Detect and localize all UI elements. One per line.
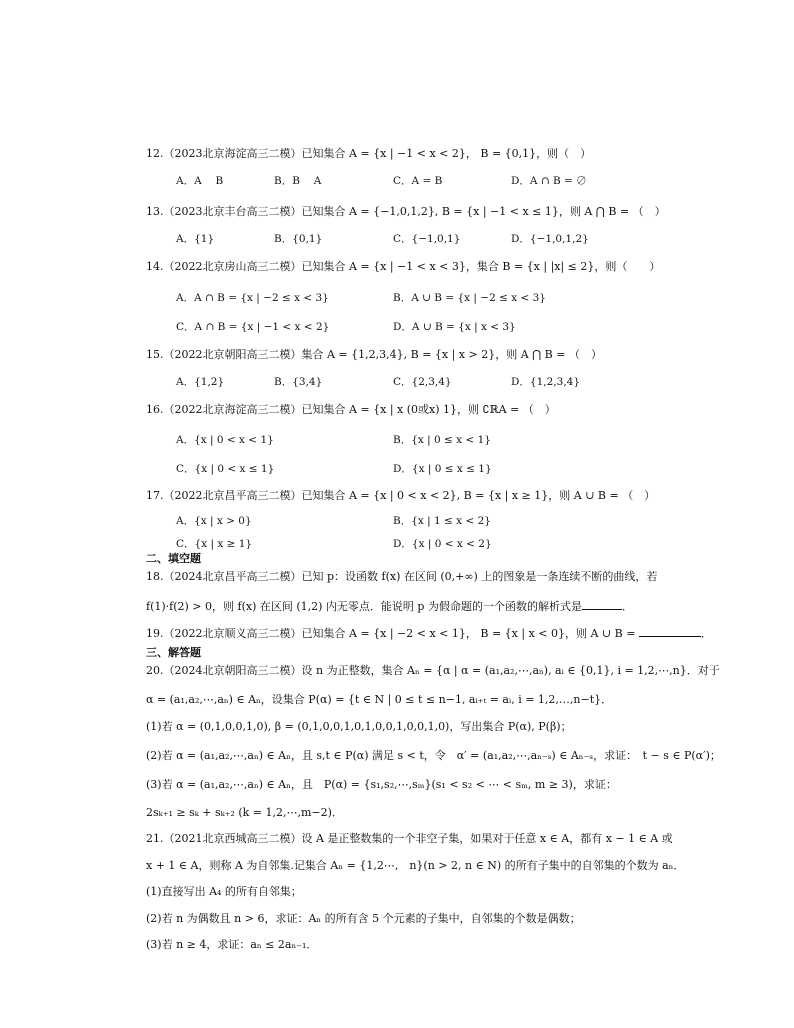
question-17-stem: 17.（2022北京昌平高三二模）已知集合 A = {x | 0 < x < 2}, B = {x | x ≥ 1}，则 A ∪ B = （ ） <box>146 489 656 502</box>
q13-option-b: B．{0,1} <box>274 233 323 245</box>
question-13-stem: 13.（2023北京丰台高三二模）已知集合 A = {−1,0,1,2}, B = {x | −1 < x ≤ 1}，则 A ⋂ B = （ ） <box>146 205 666 218</box>
q17-option-b: B．{x | 1 ≤ x < 2} <box>393 515 491 527</box>
q12-option-c: C．A = B <box>393 175 443 187</box>
q14-option-a: A．A ∩ B = {x | −2 ≤ x < 3} <box>176 292 329 304</box>
q15-option-d: D．{1,2,3,4} <box>511 376 581 388</box>
question-21-line-1: 21.（2021北京西城高三二模）设 A 是正整数集的一个非空子集，如果对于任意 x ∈ A，都有 x − 1 ∈ A 或 <box>146 832 673 845</box>
question-15-stem: 15.（2022北京朝阳高三二模）集合 A = {1,2,3,4}, B = {x | x > 2}，则 A ⋂ B = （ ） <box>146 348 602 361</box>
q17-option-d: D．{x | 0 < x < 2} <box>393 538 492 550</box>
q16-option-d: D．{x | 0 ≤ x ≤ 1} <box>393 463 492 475</box>
question-18-text: f(1)·f(2) > 0，则 f(x) 在区间 (1,2) 内无零点．能说明 p 为假命题的一个函数的解析式是 <box>146 600 582 613</box>
question-18-line-1: 18.（2024北京昌平高三二模）已知 p：设函数 f(x) 在区间 (0,+∞) 上的图象是一条连续不断的曲线，若 <box>146 570 658 583</box>
q12-option-d: D．A ∩ B = ∅ <box>511 175 587 187</box>
q16-option-b: B．{x | 0 ≤ x < 1} <box>393 434 491 446</box>
q16-option-a: A．{x | 0 < x < 1} <box>176 434 274 446</box>
q15-option-c: C．{2,3,4} <box>393 376 452 388</box>
question-18-line-2 <box>146 599 633 615</box>
question-20-part-1: (1)若 α = (0,1,0,0,1,0), β = (0,1,0,0,1,0,1,0,0,1,0,0,1,0)，写出集合 P(α), P(β)； <box>146 720 572 733</box>
q13-option-c: C．{−1,0,1} <box>393 233 461 245</box>
q15-option-b: B．{3,4} <box>274 376 323 388</box>
q12-option-b: B．B A <box>274 175 322 187</box>
question-21-part-1: (1)直接写出 A₄ 的所有自邻集； <box>146 885 302 898</box>
question-14-stem: 14.（2022北京房山高三二模）已知集合 A = {x | −1 < x < 3}，集合 B = {x | |x| ≤ 2}，则（ ） <box>146 260 661 273</box>
question-19 <box>146 626 712 642</box>
question-16-stem: 16.（2022北京海淀高三二模）已知集合 A = {x | x (0或x) 1}，则 ∁ℝA = （ ） <box>146 403 556 416</box>
q15-option-a: A．{1,2} <box>176 376 225 388</box>
q14-option-c: C．A ∩ B = {x | −1 < x < 2} <box>176 321 330 333</box>
q16-option-c: C．{x | 0 < x ≤ 1} <box>176 463 275 475</box>
q12-option-a: A．A B <box>176 175 224 187</box>
section-heading-solutions: 三、解答题 <box>146 646 201 659</box>
question-21-line-2: x + 1 ∈ A，则称 A 为自邻集.记集合 Aₙ = {1,2⋯, n}(n > 2, n ∈ N) 的所有子集中的自邻集的个数为 aₙ． <box>146 859 685 872</box>
q17-option-a: A．{x | x > 0} <box>176 515 252 527</box>
question-12-stem: 12.（2023北京海淀高三二模）已知集合 A = {x | −1 < x < 2}， B = {0,1}，则（ ） <box>146 147 592 160</box>
question-21-part-2: (2)若 n 为偶数且 n > 6，求证：Aₙ 的所有含 5 个元素的子集中，自邻集的个数是偶数； <box>146 912 581 925</box>
question-18-period: ． <box>621 600 633 613</box>
q14-option-d: D．A ∪ B = {x | x < 3} <box>393 321 516 333</box>
question-20-part-3-cont: 2sₖ₊₁ ≥ sₖ + sₖ₊₂ (k = 1,2,⋯,m−2)． <box>146 806 343 819</box>
question-20-line-2: α = (a₁,a₂,⋯,aₙ) ∈ Aₙ，设集合 P(α) = {t ∈ N | 0 ≤ t ≤ n−1, aᵢ₊ₜ = aᵢ, i = 1,2,…,n−t}． <box>146 693 613 706</box>
question-20-line-1: 20.（2024北京朝阳高三二模）设 n 为正整数，集合 Aₙ = {α | α = (a₁,a₂,⋯,aₙ), aᵢ ∈ {0,1}, i = 1,2,⋯,n}．对于 <box>146 664 720 677</box>
question-19-period: ． <box>700 627 712 640</box>
question-20-part-2: (2)若 α = (a₁,a₂,⋯,aₙ) ∈ Aₙ，且 s,t ∈ P(α) 满足 s < t，令 α′ = (a₁,a₂,⋯,aₙ₋ₛ) ∈ Aₙ₋ₛ，求证： t − s ∈ P(α′)； <box>146 749 721 762</box>
answer-blank-18[interactable] <box>582 599 622 610</box>
q13-option-a: A．{1} <box>176 233 215 245</box>
q13-option-d: D．{−1,0,1,2} <box>511 233 589 245</box>
section-heading-fill-in: 二、填空题 <box>146 552 201 565</box>
question-19-text: 19.（2022北京顺义高三二模）已知集合 A = {x | −2 < x < 1}， B = {x | x < 0}，则 A ∪ B = <box>146 627 639 640</box>
answer-blank-19[interactable] <box>639 626 701 637</box>
q14-option-b: B．A ∪ B = {x | −2 ≤ x < 3} <box>393 292 546 304</box>
question-20-part-3: (3)若 α = (a₁,a₂,⋯,aₙ) ∈ Aₙ，且 P(α) = {s₁,s₂,⋯,sₘ}(s₁ < s₂ < ⋯ < sₘ, m ≥ 3)，求证： <box>146 778 617 791</box>
question-21-part-3: (3)若 n ≥ 4，求证：aₙ ≤ 2aₙ₋₁． <box>146 938 318 951</box>
q17-option-c: C．{x | x ≥ 1} <box>176 538 253 550</box>
